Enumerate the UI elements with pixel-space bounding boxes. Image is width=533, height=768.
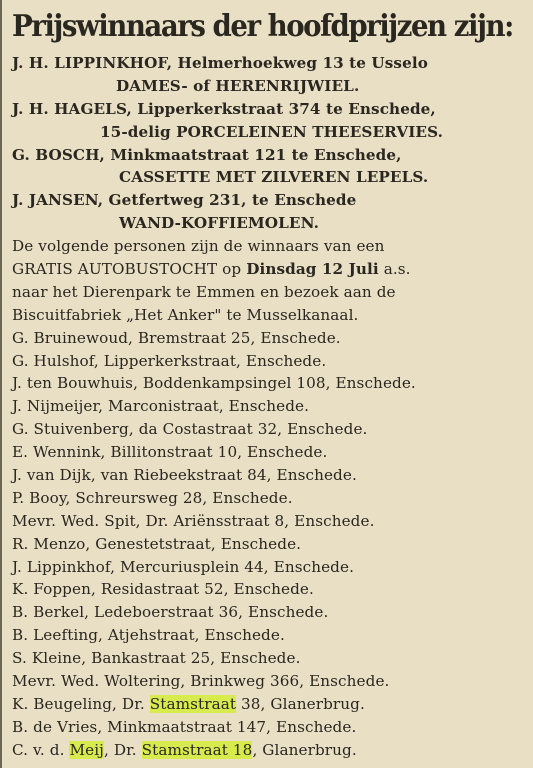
text-segment: , Glanerbrug. (252, 740, 357, 759)
intro-line-2 (12, 258, 527, 281)
list-item: G. Hulshof, Lipperkerkstraat, Enschede. (12, 351, 327, 370)
list-item-meij (12, 739, 527, 762)
list-item: Mevr. Wed. Spit, Dr. Ariënsstraat 8, Enschede. (12, 511, 375, 530)
prize-4: WAND-KOFFIEMOLEN. (119, 214, 319, 233)
intro-paragraph (12, 235, 527, 327)
text-segment: K. Beugeling, Dr. (12, 694, 150, 713)
intro-line-2-a: GRATIS AUTOBUSTOCHT op (12, 260, 247, 279)
intro-line-4: Biscuitfabriek „Het Anker" te Musselkanaal. (12, 305, 359, 324)
list-item: J. van Dijk, van Riebeekstraat 84, Enschede. (12, 466, 357, 485)
text-segment: C. v. d. (12, 740, 70, 759)
list-item: B. de Vries, Minkmaatstraat 147, Enschede. (12, 717, 357, 736)
prize-winner-1: J. H. LIPPINKHOF, Helmerhoekweg 13 te Usselo (12, 54, 428, 72)
intro-line-1: De volgende personen zijn de winnaars van een (12, 237, 385, 256)
list-item: B. Berkel, Ledeboerstraat 36, Enschede. (12, 603, 329, 622)
list-item: J. Lippinkhof, Mercuriusplein 44, Enschede. (12, 557, 355, 576)
text-segment: , Dr. (103, 740, 142, 759)
winners-list (12, 327, 527, 762)
highlighted-term: Meij (69, 740, 104, 759)
prize-2: 15-delig PORCELEINEN THEESERVIES. (100, 122, 443, 141)
highlighted-term: Stamstraat (149, 694, 237, 713)
intro-line-2-c: a.s. (378, 260, 411, 279)
list-item: B. Leefting, Atjehstraat, Enschede. (12, 626, 285, 645)
prize-winner-3: G. BOSCH, Minkmaatstraat 121 te Enschede, (12, 145, 402, 164)
list-item: J. Nijmeijer, Marconistraat, Enschede. (12, 397, 310, 416)
headline: Prijswinnaars der hoofdprijzen zijn: (12, 9, 513, 44)
list-item: E. Wennink, Billitonstraat 10, Enschede. (12, 443, 328, 462)
list-item: G. Stuivenberg, da Costastraat 32, Enschede. (12, 420, 368, 439)
list-item: R. Menzo, Genestetstraat, Enschede. (12, 534, 302, 553)
list-item-beugeling (12, 693, 527, 716)
list-item: P. Booy, Schreursweg 28, Enschede. (12, 488, 293, 507)
prize-1: DAMES- of HERENRIJWIEL. (116, 76, 360, 95)
prize-3: CASSETTE MET ZILVEREN LEPELS. (119, 168, 429, 187)
main-prizes (12, 52, 527, 235)
intro-line-3: naar het Dierenpark te Emmen en bezoek aan de (12, 282, 396, 301)
list-item: K. Foppen, Residastraat 52, Enschede. (12, 580, 314, 599)
list-item: J. ten Bouwhuis, Boddenkampsingel 108, Enschede. (12, 374, 416, 393)
list-item: S. Kleine, Bankastraat 25, Enschede. (12, 649, 301, 668)
prize-winner-2: J. H. HAGELS, Lipperkerkstraat 374 te Enschede, (12, 99, 436, 118)
highlighted-term: Stamstraat 18 (141, 740, 253, 759)
prize-winner-4: J. JANSEN, Getfertweg 231, te Enschede (12, 191, 357, 210)
list-item: G. Bruinewoud, Bremstraat 25, Enschede. (12, 328, 341, 347)
intro-date: Dinsdag 12 Juli (246, 260, 379, 279)
text-segment: 38, Glanerbrug. (236, 694, 365, 713)
list-item: Mevr. Wed. Woltering, Brinkweg 366, Enschede. (12, 672, 390, 691)
